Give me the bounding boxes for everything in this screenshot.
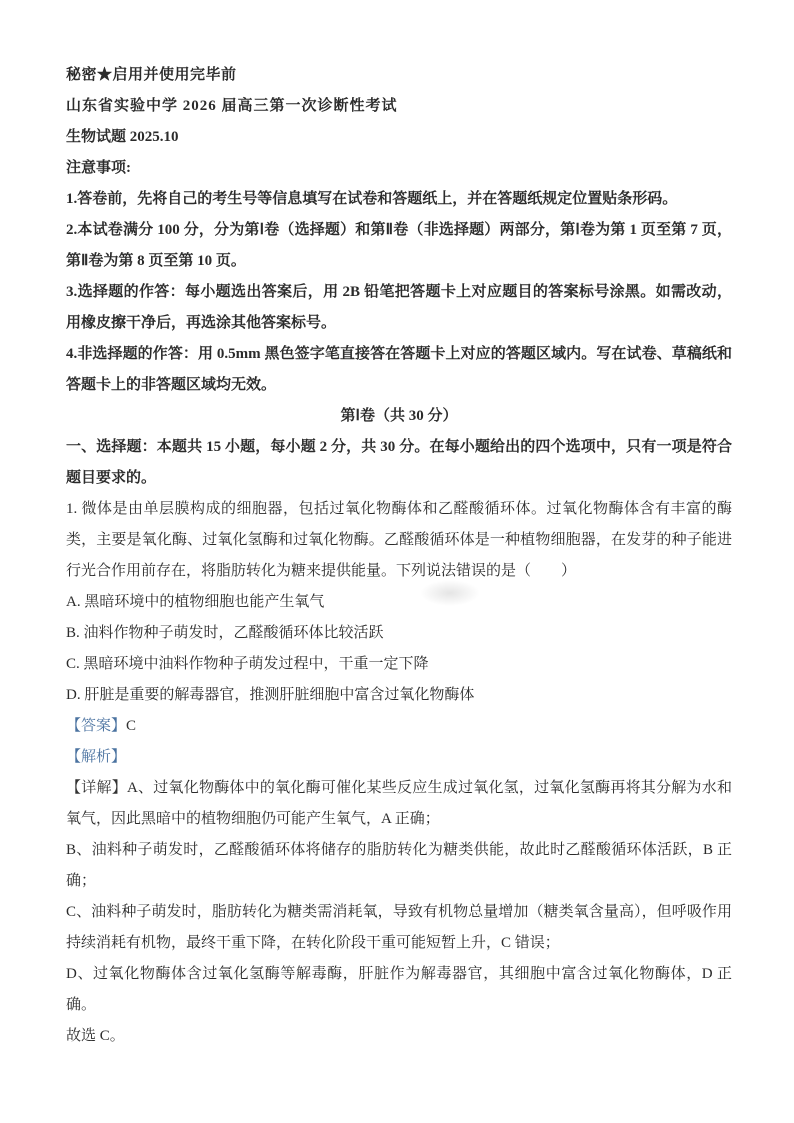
detail-paragraph-a — [66, 773, 732, 835]
notice-section — [66, 153, 732, 401]
option-a: A. 黑暗环境中的植物细胞也能产生氧气 — [66, 594, 325, 610]
analysis-label: 【解析】 — [66, 749, 127, 765]
answer-line — [66, 711, 732, 742]
notice-item-4: 4.非选择题的作答：用 0.5mm 黑色签字笔直接答在答题卡上对应的答题区域内。写在试卷、草稿纸和答题卡上的非答题区域均无效。 — [66, 346, 732, 393]
option-b: B. 油料作物种子萌发时，乙醛酸循环体比较活跃 — [66, 625, 384, 641]
detail-paragraph-b: B、油料种子萌发时，乙醛酸循环体将储存的脂肪转化为糖类供能，故此时乙醛酸循环体活跃，B 正确； — [66, 842, 732, 889]
analysis-line — [66, 742, 732, 773]
answer-value: C — [126, 718, 137, 734]
answer-label: 【答案】 — [66, 718, 127, 734]
section-instruction: 一、选择题：本题共 15 小题，每小题 2 分，共 30 分。在每小题给出的四个选项中，只有一项是符合题目要求的。 — [66, 439, 732, 486]
question-1-block — [66, 494, 732, 1052]
notice-item-2: 2.本试卷满分 100 分，分为第Ⅰ卷（选择题）和第Ⅱ卷（非选择题）两部分，第Ⅰ卷为第 1 页至第 7 页，第Ⅱ卷为第 8 页至第 10 页。 — [66, 222, 732, 269]
classification-banner: 秘密★启用并使用完毕前 — [66, 67, 237, 83]
notice-item-3: 3.选择题的作答：每小题选出答案后，用 2B 铅笔把答题卡上对应题目的答案标号涂黑。如需改动，用橡皮擦干净后，再选涂其他答案标号。 — [66, 284, 732, 331]
option-d: D. 肝脏是重要的解毒器官，推测肝脏细胞中富含过氧化物酶体 — [66, 687, 475, 703]
exam-title: 山东省实验中学 2026 届高三第一次诊断性考试 — [66, 98, 398, 114]
question-stem: 1. 微体是由单层膜构成的细胞器，包括过氧化物酶体和乙醛酸循环体。过氧化物酶体含有丰富的酶类，主要是氧化酶、过氧化氢酶和过氧化物酶。乙醛酸循环体是一种植物细胞器，在发芽的种子能进行光合作用前存在，将脂肪转化为糖来提供能量。下列说法错误的是（ ） — [66, 501, 732, 579]
section-title: 第Ⅰ卷（共 30 分） — [340, 408, 458, 424]
detail-paragraph-d: D、过氧化物酶体含过氧化氢酶等解毒酶，肝脏作为解毒器官，其细胞中富含过氧化物酶体，D 正确。 — [66, 966, 732, 1013]
detail-paragraph-c: C、油料种子萌发时，脂肪转化为糖类需消耗氧，导致有机物总量增加（糖类氧含量高），但呼吸作用持续消耗有机物，最终干重下降，在转化阶段干重可能短暂上升，C 错误； — [66, 904, 732, 951]
conclusion-line: 故选 C。 — [66, 1028, 125, 1044]
notice-heading: 注意事项: — [66, 160, 131, 176]
detail-text-a: A、过氧化物酶体中的氧化酶可催化某些反应生成过氧化氢，过氧化氢酶再将其分解为水和氧气，因此黑暗中的植物细胞仍可能产生氧气，A 正确； — [66, 780, 732, 827]
option-c: C. 黑暗环境中油料作物种子萌发过程中，干重一定下降 — [66, 656, 429, 672]
notice-item-1: 1.答卷前，先将自己的考生号等信息填写在试卷和答题纸上，并在答题纸规定位置贴条形码。 — [66, 191, 678, 207]
exam-subtitle: 生物试题 2025.10 — [66, 129, 179, 145]
detail-label: 【详解】 — [66, 780, 127, 796]
